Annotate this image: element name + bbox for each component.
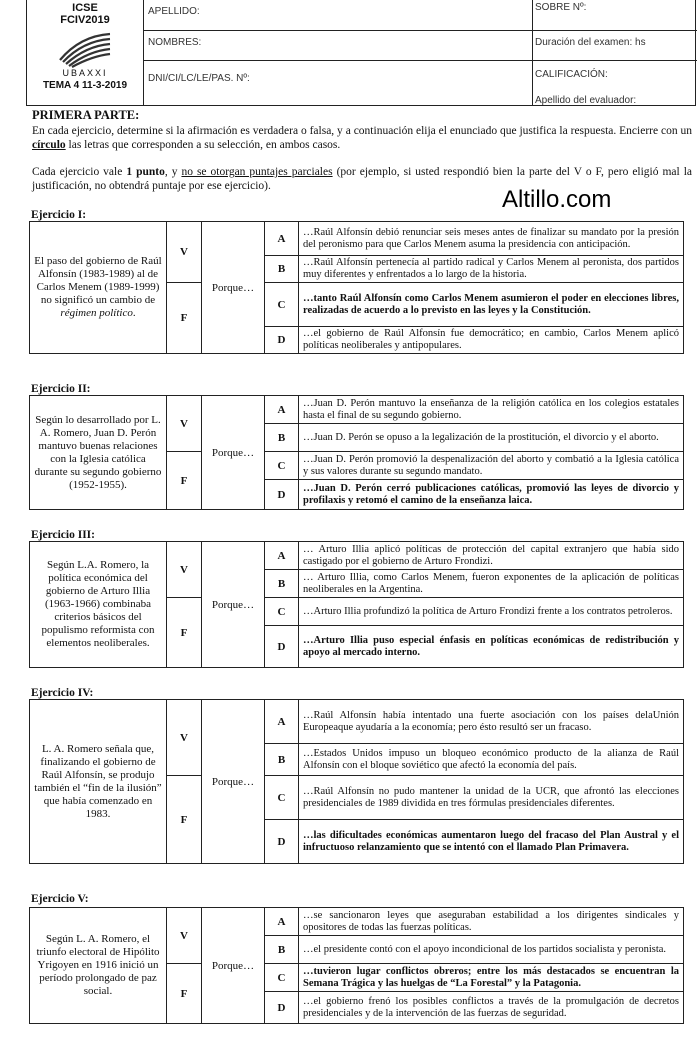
porque-label: Porque…: [202, 542, 265, 668]
porque-label: Porque…: [202, 908, 265, 1024]
option-letter-d[interactable]: D: [265, 626, 299, 668]
exercise-2-title: Ejercicio II:: [31, 383, 91, 395]
exercise-4: [29, 699, 684, 864]
evaluador-field[interactable]: Apellido del evaluador:: [535, 95, 637, 106]
option-a-text: …Juan D. Perón mantuvo la enseñanza de la religión católica en los colegios estatales hasta el final de su segundo gobierno.: [299, 396, 684, 424]
option-d-text: …Arturo Illia puso especial énfasis en políticas económicas de redistribución y apoyo al mercado interno.: [299, 626, 684, 668]
option-letter-a[interactable]: A: [265, 542, 299, 570]
option-a-text: …se sancionaron leyes que aseguraban estabilidad a los dirigentes sindicales y opositores de todas las fuerzas políticas.: [299, 908, 684, 936]
porque-label: Porque…: [202, 396, 265, 510]
watermark: Altillo.com: [502, 186, 612, 213]
option-b-text: …Raúl Alfonsín pertenecía al partido radical y Carlos Menem al peronista, dos partidos muy diferentes y enfrentados a lo largo de la historia.: [299, 256, 684, 283]
option-f[interactable]: F: [167, 964, 202, 1024]
instructions-1: En cada ejercicio, determine si la afirmación es verdadera o falsa, y a continuación elija el enunciado que justifica la respuesta. Encierre con un círculo las letras que corresponden a su selección, en ambos casos.: [32, 125, 692, 151]
exercise-2-statement: Según lo desarrollado por L. A. Romero, Juan D. Perón mantuvo buenas relaciones con la Iglesia católica durante su segundo gobierno (1952-1955).: [30, 396, 167, 510]
option-letter-d[interactable]: D: [265, 480, 299, 510]
option-c-text: …tuvieron lugar conflictos obreros; entre los más destacados se encuentran la Semana Trágica y las huelgas de “La Forestal” y la Patagonia.: [299, 964, 684, 992]
logo-line4: TEMA 4 11-3-2019: [42, 80, 128, 91]
option-letter-b[interactable]: B: [265, 256, 299, 283]
option-v[interactable]: V: [167, 396, 202, 452]
option-f[interactable]: F: [167, 452, 202, 510]
option-c-text: …Juan D. Perón promovió la despenalización del aborto y combatió a la Iglesia católica y sus valores durante su segundo mandato.: [299, 452, 684, 480]
logo-line1: ICSE: [72, 2, 98, 14]
sobre-field[interactable]: SOBRE Nº:: [535, 2, 587, 13]
uba-logo-icon: [55, 30, 115, 68]
porque-label: Porque…: [202, 222, 265, 354]
duracion-field: Duración del examen: hs: [535, 37, 646, 48]
option-letter-c[interactable]: C: [265, 598, 299, 626]
option-b-text: … Arturo Illia, como Carlos Menem, fueron exponentes de la aplicación de políticas neoliberales en la Argentina.: [299, 570, 684, 598]
dni-field[interactable]: DNI/CI/LC/LE/PAS. Nº:: [148, 73, 250, 84]
option-letter-c[interactable]: C: [265, 964, 299, 992]
exercise-1: [29, 221, 684, 354]
option-letter-a[interactable]: A: [265, 908, 299, 936]
option-f[interactable]: F: [167, 776, 202, 864]
option-a-text: …Raúl Alfonsín debió renunciar seis meses antes de finalizar su mandato por la presión del peronismo para que Carlos Menem asuma la presidencia con anticipación.: [299, 222, 684, 256]
option-b-text: …el presidente contó con el apoyo incondicional de los partidos socialista y peronista.: [299, 936, 684, 964]
option-a-text: …Raúl Alfonsín había intentado una fuerte asociación con los países delaUnión Europeaque ayudaría a la economía; pero ésto resultó ser un fracaso.: [299, 700, 684, 744]
option-d-text: …el gobierno frenó los posibles conflictos a través de la promulgación de decretos presidenciales y de la intervención de las fuerzas de seguridad.: [299, 992, 684, 1024]
option-d-text: …las dificultades económicas aumentaron luego del fracaso del Plan Austral y el infructuoso relanzamiento que se intentó con el llamado Plan Primavera.: [299, 820, 684, 864]
exam-header: [26, 0, 696, 106]
option-letter-b[interactable]: B: [265, 936, 299, 964]
exercise-4-title: Ejercicio IV:: [31, 687, 94, 699]
option-letter-b[interactable]: B: [265, 424, 299, 452]
exercise-3-statement: Según L.A. Romero, la política económica del gobierno de Arturo Illia (1963-1966) combinaba criterios básicos del populismo reformista con elementos neoliberales.: [30, 542, 167, 668]
option-v[interactable]: V: [167, 222, 202, 283]
option-letter-c[interactable]: C: [265, 452, 299, 480]
part-title: PRIMERA PARTE:: [32, 108, 140, 122]
option-v[interactable]: V: [167, 908, 202, 964]
option-f[interactable]: F: [167, 598, 202, 668]
option-v[interactable]: V: [167, 542, 202, 598]
exercise-2: [29, 395, 684, 510]
option-c-text: …Arturo Illia profundizó la política de Arturo Frondizi frente a los contratos petroleros.: [299, 598, 684, 626]
logo-line2: FCIV2019: [60, 14, 110, 26]
option-a-text: … Arturo Illia aplicó políticas de protección del capital extranjero que había sido castigado por el gobierno de Arturo Frondizi.: [299, 542, 684, 570]
option-letter-c[interactable]: C: [265, 776, 299, 820]
nombres-field[interactable]: NOMBRES:: [148, 37, 202, 48]
exercise-4-statement: L. A. Romero señala que, finalizando el gobierno de Raúl Alfonsín, se produjo también el “fin de la ilusión” que había comenzado en 1983.: [30, 700, 167, 864]
option-d-text: …Juan D. Perón cerró publicaciones católicas, promovió las leyes de divorcio y profilaxis y retomó el camino de la enseñanza laica.: [299, 480, 684, 510]
exercise-5: [29, 907, 684, 1024]
option-letter-b[interactable]: B: [265, 744, 299, 776]
exercise-1-statement: El paso del gobierno de Raúl Alfonsín (1983-1989) al de Carlos Menem (1989-1999) no significó un cambio de régimen político.: [30, 222, 167, 354]
option-c-text: …Raúl Alfonsín no pudo mantener la unidad de la UCR, que afrontó las elecciones presidenciales de 1989 dividida en tres fórmulas presidenciales diferentes.: [299, 776, 684, 820]
option-letter-a[interactable]: A: [265, 222, 299, 256]
option-letter-d[interactable]: D: [265, 992, 299, 1024]
porque-label: Porque…: [202, 700, 265, 864]
option-f[interactable]: F: [167, 283, 202, 354]
apellido-field[interactable]: APELLIDO:: [148, 6, 200, 17]
option-letter-c[interactable]: C: [265, 283, 299, 327]
option-letter-d[interactable]: D: [265, 820, 299, 864]
calificacion-field[interactable]: CALIFICACIÓN:: [535, 69, 608, 80]
option-v[interactable]: V: [167, 700, 202, 776]
option-letter-d[interactable]: D: [265, 327, 299, 354]
logo: [27, 0, 144, 106]
logo-line3: UBAXXI: [62, 68, 108, 78]
option-letter-a[interactable]: A: [265, 700, 299, 744]
option-b-text: …Estados Unidos impuso un bloqueo económico producto de la alianza de Raúl Alfonsín con el bloque soviético que afectó la economía del país.: [299, 744, 684, 776]
exercise-3: [29, 541, 684, 668]
exercise-5-title: Ejercicio V:: [31, 893, 89, 905]
option-letter-b[interactable]: B: [265, 570, 299, 598]
option-letter-a[interactable]: A: [265, 396, 299, 424]
option-c-text: …tanto Raúl Alfonsín como Carlos Menem asumieron el poder en elecciones libres, realizadas de acuerdo a lo previsto en las leyes y la Constitución.: [299, 283, 684, 327]
exercise-1-title: Ejercicio I:: [31, 209, 87, 221]
exercise-3-title: Ejercicio III:: [31, 529, 95, 541]
exercise-5-statement: Según L. A. Romero, el triunfo electoral de Hipólito Yrigoyen en 1916 inició un período prolongado de paz social.: [30, 908, 167, 1024]
option-b-text: …Juan D. Perón se opuso a la legalización de la prostitución, el divorcio y el aborto.: [299, 424, 684, 452]
option-d-text: …el gobierno de Raúl Alfonsín fue democrático; en cambio, Carlos Menem aplicó políticas neoliberales y antipopulares.: [299, 327, 684, 354]
instructions-2: Cada ejercicio vale 1 punto, y no se otorgan puntajes parciales (por ejemplo, si usted respondió bien la parte del V o F, pero eligió mal la justificación, no obtendrá puntaje por ese ejercicio).: [32, 166, 693, 192]
